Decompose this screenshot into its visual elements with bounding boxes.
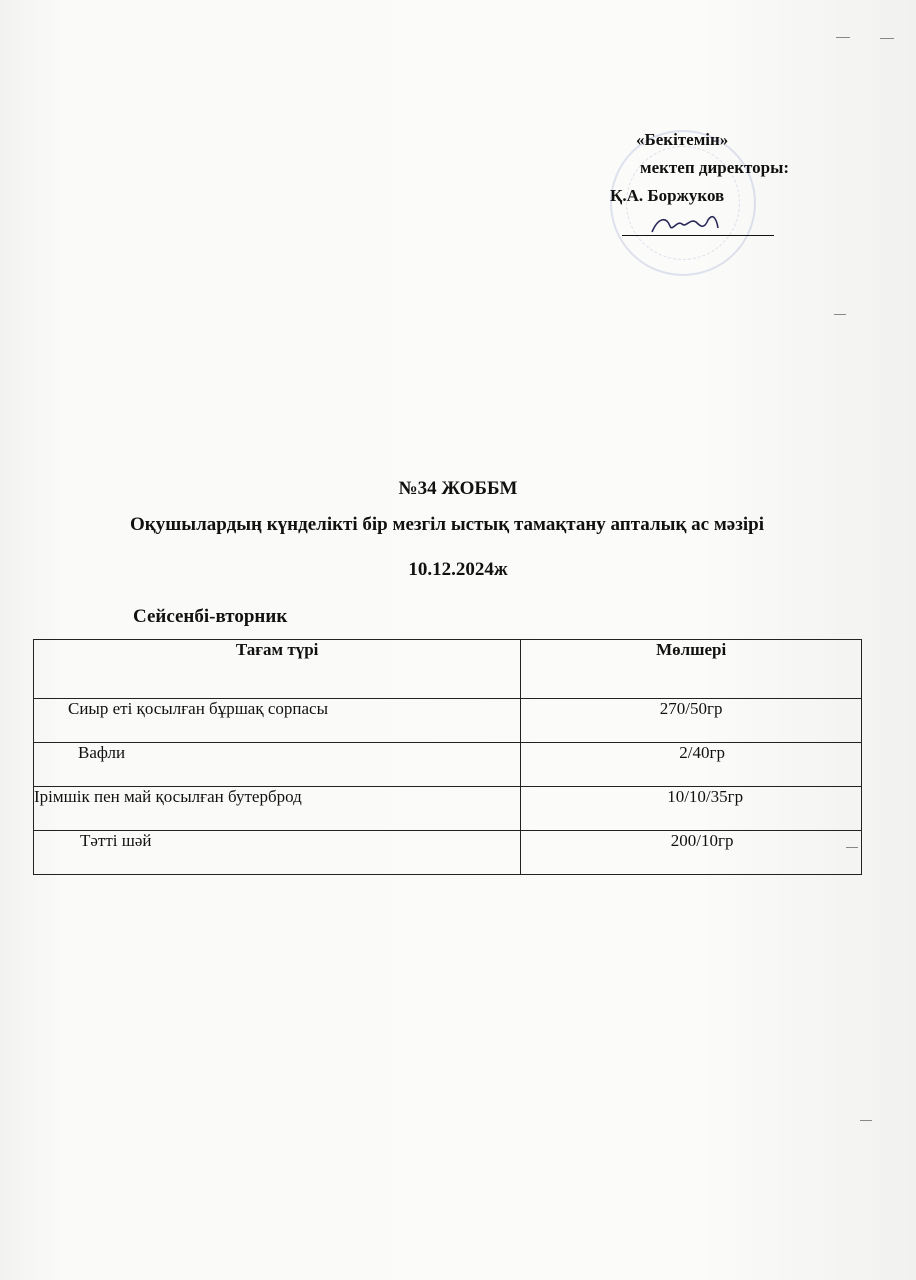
dish-cell: Вафли [34, 743, 521, 787]
school-name: №34 ЖОББМ [398, 478, 518, 499]
table-row [34, 787, 862, 831]
director-position: мектеп директоры: [640, 158, 790, 177]
edge-mark [880, 38, 894, 39]
edge-mark [834, 314, 846, 315]
amount-cell: 270/50гр [521, 699, 862, 743]
table-header-row [34, 640, 862, 699]
menu-date: 10.12.2024ж [408, 559, 508, 580]
table-row [34, 743, 862, 787]
amount-cell: 2/40гр [521, 743, 862, 787]
amount-cell: 10/10/35гр [521, 787, 862, 831]
signature [622, 212, 774, 236]
column-header-amount: Мөлшері [521, 640, 862, 699]
edge-mark [860, 1120, 872, 1121]
dish-cell: Сиыр еті қосылған бұршақ сорпасы [34, 699, 521, 743]
dish-cell: Ірімшік пен май қосылған бутерброд [34, 787, 521, 831]
day-of-week: Сейсенбі-вторник [133, 606, 288, 627]
dish-cell: Тәтті шәй [34, 831, 521, 875]
edge-mark [836, 37, 850, 38]
column-header-dish: Тағам түрі [34, 640, 521, 699]
approval-label: «Бекітемін» [636, 130, 729, 149]
amount-cell: 200/10гр [521, 831, 862, 875]
director-name: Қ.А. Боржуков [610, 186, 725, 205]
approval-block [598, 130, 858, 280]
table-row [34, 831, 862, 875]
signature-line [622, 235, 774, 236]
menu-table [33, 639, 862, 875]
table-row [34, 699, 862, 743]
menu-title: Оқушылардың күнделікті бір мезгіл ыстық тамақтану апталық ас мәзірі [130, 514, 764, 535]
